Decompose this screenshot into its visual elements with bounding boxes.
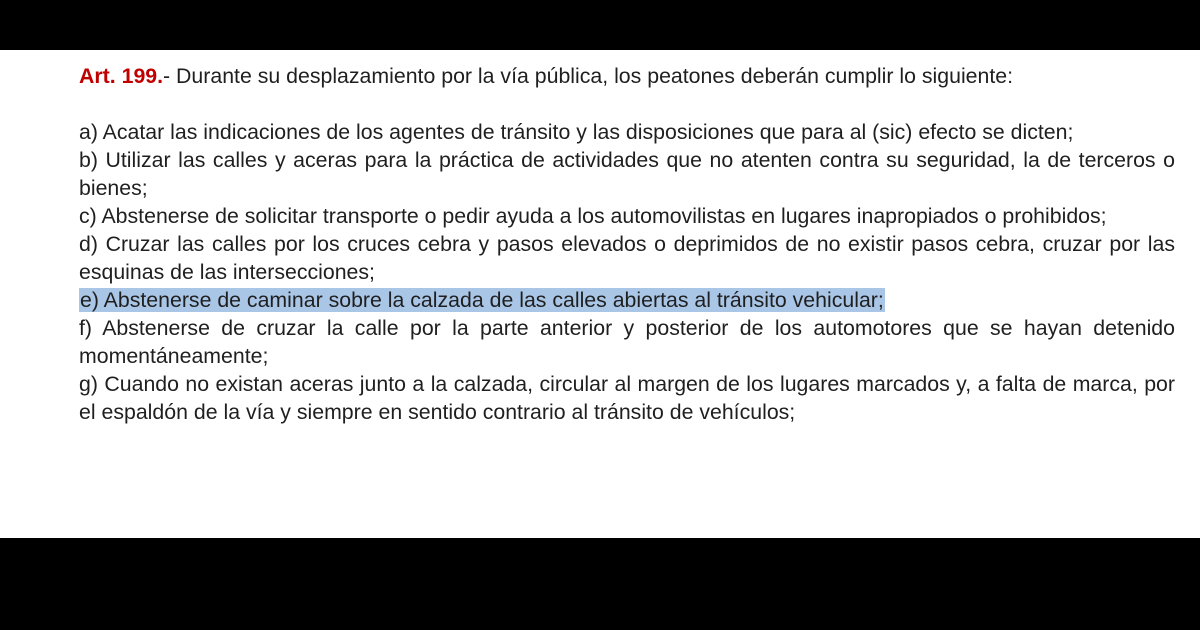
article-text (79, 62, 1175, 426)
list-item-f: f) Abstenerse de cruzar la calle por la parte anterior y posterior de los automotores que se hayan detenido momentáneamente; (79, 316, 1175, 368)
list-item-b: b) Utilizar las calles y aceras para la práctica de actividades que no atenten contra su seguridad, la de terceros o bienes; (79, 148, 1175, 200)
paragraph-gap (79, 90, 1175, 118)
document-page (0, 50, 1200, 538)
list-item-c: c) Abstenerse de solicitar transporte o pedir ayuda a los automovilistas en lugares inapropiados o prohibidos; (79, 204, 1107, 228)
highlighted-text: e) Abstenerse de caminar sobre la calzada de las calles abiertas al tránsito vehicular; (80, 288, 884, 312)
list-item-e (79, 286, 1175, 314)
article-intro: - Durante su desplazamiento por la vía pública, los peatones deberán cumplir lo siguiente: (163, 64, 1014, 88)
article-number: Art. 199. (79, 64, 164, 88)
list-item-g: g) Cuando no existan aceras junto a la calzada, circular al margen de los lugares marcados y, a falta de marca, por el espaldón de la vía y siempre en sentido contrario al tránsito de vehículos; (79, 372, 1175, 424)
list-item-a: a) Acatar las indicaciones de los agentes de tránsito y las disposiciones que para al (sic) efecto se dicten; (79, 120, 1074, 144)
article-heading (79, 62, 1175, 90)
list-item-d: d) Cruzar las calles por los cruces cebra y pasos elevados o deprimidos de no existir pasos cebra, cruzar por las esquinas de las intersecciones; (79, 232, 1175, 284)
